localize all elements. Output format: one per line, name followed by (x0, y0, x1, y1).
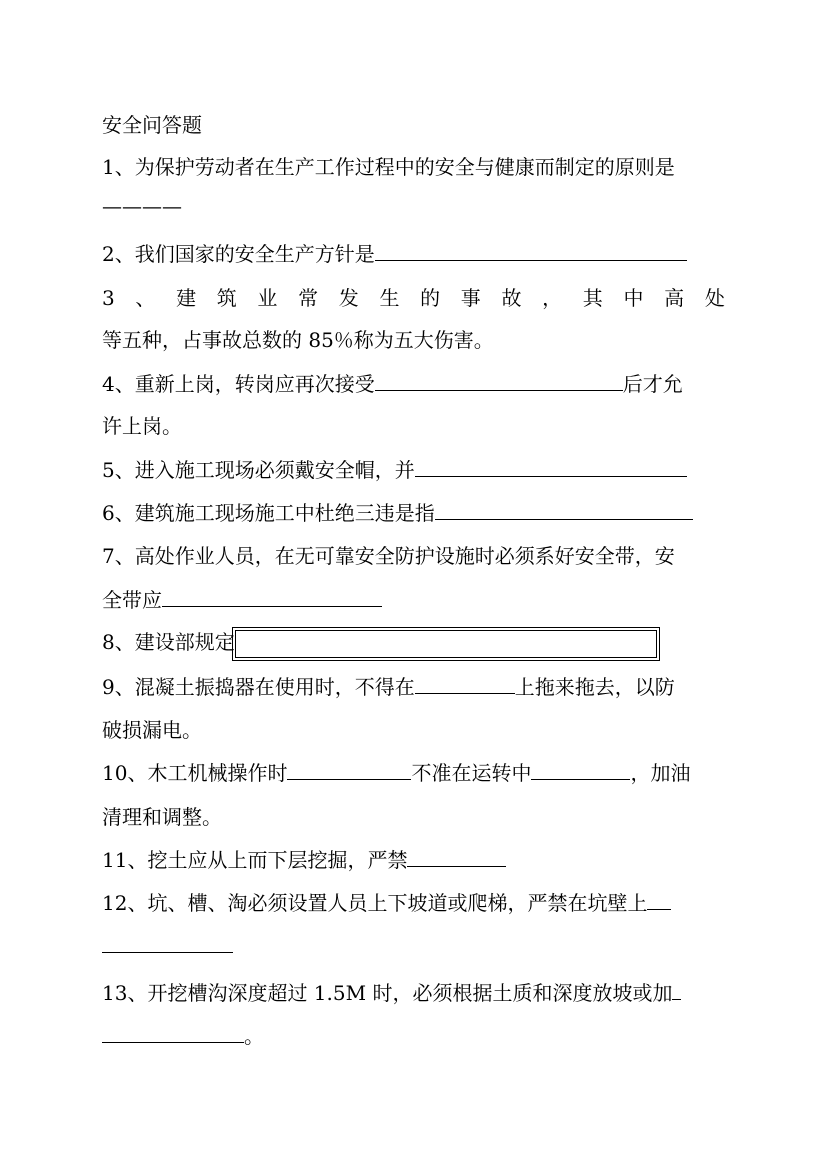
answer-blank[interactable] (102, 932, 233, 953)
question-4 (102, 370, 683, 398)
question-11-text: 11、挖土应从上而下层挖掘，严禁 (102, 848, 408, 872)
q3-char: 其 (582, 286, 603, 310)
question-9-text-b: 上拖来拖去，以防 (514, 675, 675, 699)
question-10-text-b: 不准在运转中 (411, 761, 532, 785)
answer-blank[interactable] (531, 759, 630, 780)
answer-blank[interactable] (102, 1022, 244, 1043)
page-title: 安全问答题 (102, 113, 202, 137)
question-1-text: 1、为保护劳动者在生产工作过程中的安全与健康而制定的原则是 (102, 155, 675, 179)
question-2 (102, 240, 687, 268)
answer-box[interactable] (235, 630, 657, 658)
answer-blank[interactable] (415, 673, 515, 694)
question-4-line-2: 许上岗。 (102, 414, 182, 438)
question-8-text: 8、建设部规定 (102, 630, 235, 654)
q3-char: 筑 (216, 286, 237, 310)
question-12-text: 12、坑、槽、淘必须设置人员上下坡道或爬梯，严禁在坑壁上 (102, 891, 648, 915)
question-7-text: 全带应 (102, 588, 162, 612)
question-3-line-1 (102, 284, 725, 312)
q3-char: 生 (379, 286, 400, 310)
question-9-text-a: 9、混凝土振捣器在使用时，不得在 (102, 675, 415, 699)
answer-blank[interactable] (672, 979, 681, 1000)
q3-char: 建 (176, 286, 197, 310)
question-10-text-c: ，加油 (630, 761, 691, 785)
q3-char: 事 (460, 286, 481, 310)
answer-blank[interactable] (415, 456, 687, 477)
q3-char: 中 (623, 286, 644, 310)
question-6 (102, 499, 693, 527)
answer-blank[interactable] (647, 889, 671, 910)
question-13-end: 。 (244, 1024, 264, 1048)
question-3-line-2: 等五种，占事故总数的 85％称为五大伤害。 (102, 328, 494, 352)
q3-char: 处 (704, 286, 725, 310)
question-13 (102, 979, 681, 1007)
question-7: 7、高处作业人员，在无可靠安全防护设施时必须系好安全带，安 (102, 544, 675, 568)
question-10-line-2: 清理和调整。 (102, 805, 222, 829)
answer-blank[interactable] (375, 370, 623, 391)
q3-char: 的 (420, 286, 441, 310)
answer-blank[interactable] (287, 759, 411, 780)
q3-char: 业 (257, 286, 278, 310)
question-5 (102, 456, 687, 484)
answer-blank[interactable] (162, 586, 382, 607)
question-10-text-a: 10、木工机械操作时 (102, 761, 288, 785)
q3-char: 发 (338, 286, 359, 310)
q3-char: 高 (664, 286, 685, 310)
q3-char: 3 (102, 286, 115, 310)
question-4-text-b: 后才允 (622, 372, 683, 396)
q3-char: 、 (135, 286, 156, 310)
question-9-line-2: 破损漏电。 (102, 718, 202, 742)
question-6-text: 6、建筑施工现场施工中杜绝三违是指 (102, 501, 435, 525)
question-9 (102, 673, 675, 701)
question-8 (102, 628, 657, 658)
answer-blank[interactable] (375, 240, 687, 261)
answer-blank[interactable] (407, 846, 506, 867)
question-13-line-2 (102, 1022, 264, 1050)
q3-char: 常 (298, 286, 319, 310)
question-7-line-2 (102, 586, 382, 614)
question-2-text: 2、我们国家的安全生产方针是 (102, 242, 375, 266)
question-1-answer (102, 192, 182, 220)
q3-char: 故 (501, 286, 522, 310)
question-12-line-2 (102, 932, 233, 960)
question-5-text: 5、进入施工现场必须戴安全帽，并 (102, 458, 415, 482)
q3-char: ， (542, 286, 563, 310)
question-1 (102, 153, 675, 181)
question-4-text-a: 4、重新上岗，转岗应再次接受 (102, 372, 375, 396)
question-1-dashes: ———— (102, 194, 182, 218)
question-13-text: 13、开挖槽沟深度超过 1.5M 时，必须根据土质和深度放坡或加 (102, 981, 673, 1005)
question-11 (102, 846, 506, 874)
question-12 (102, 889, 671, 917)
answer-blank[interactable] (435, 499, 693, 520)
question-10 (102, 759, 690, 787)
